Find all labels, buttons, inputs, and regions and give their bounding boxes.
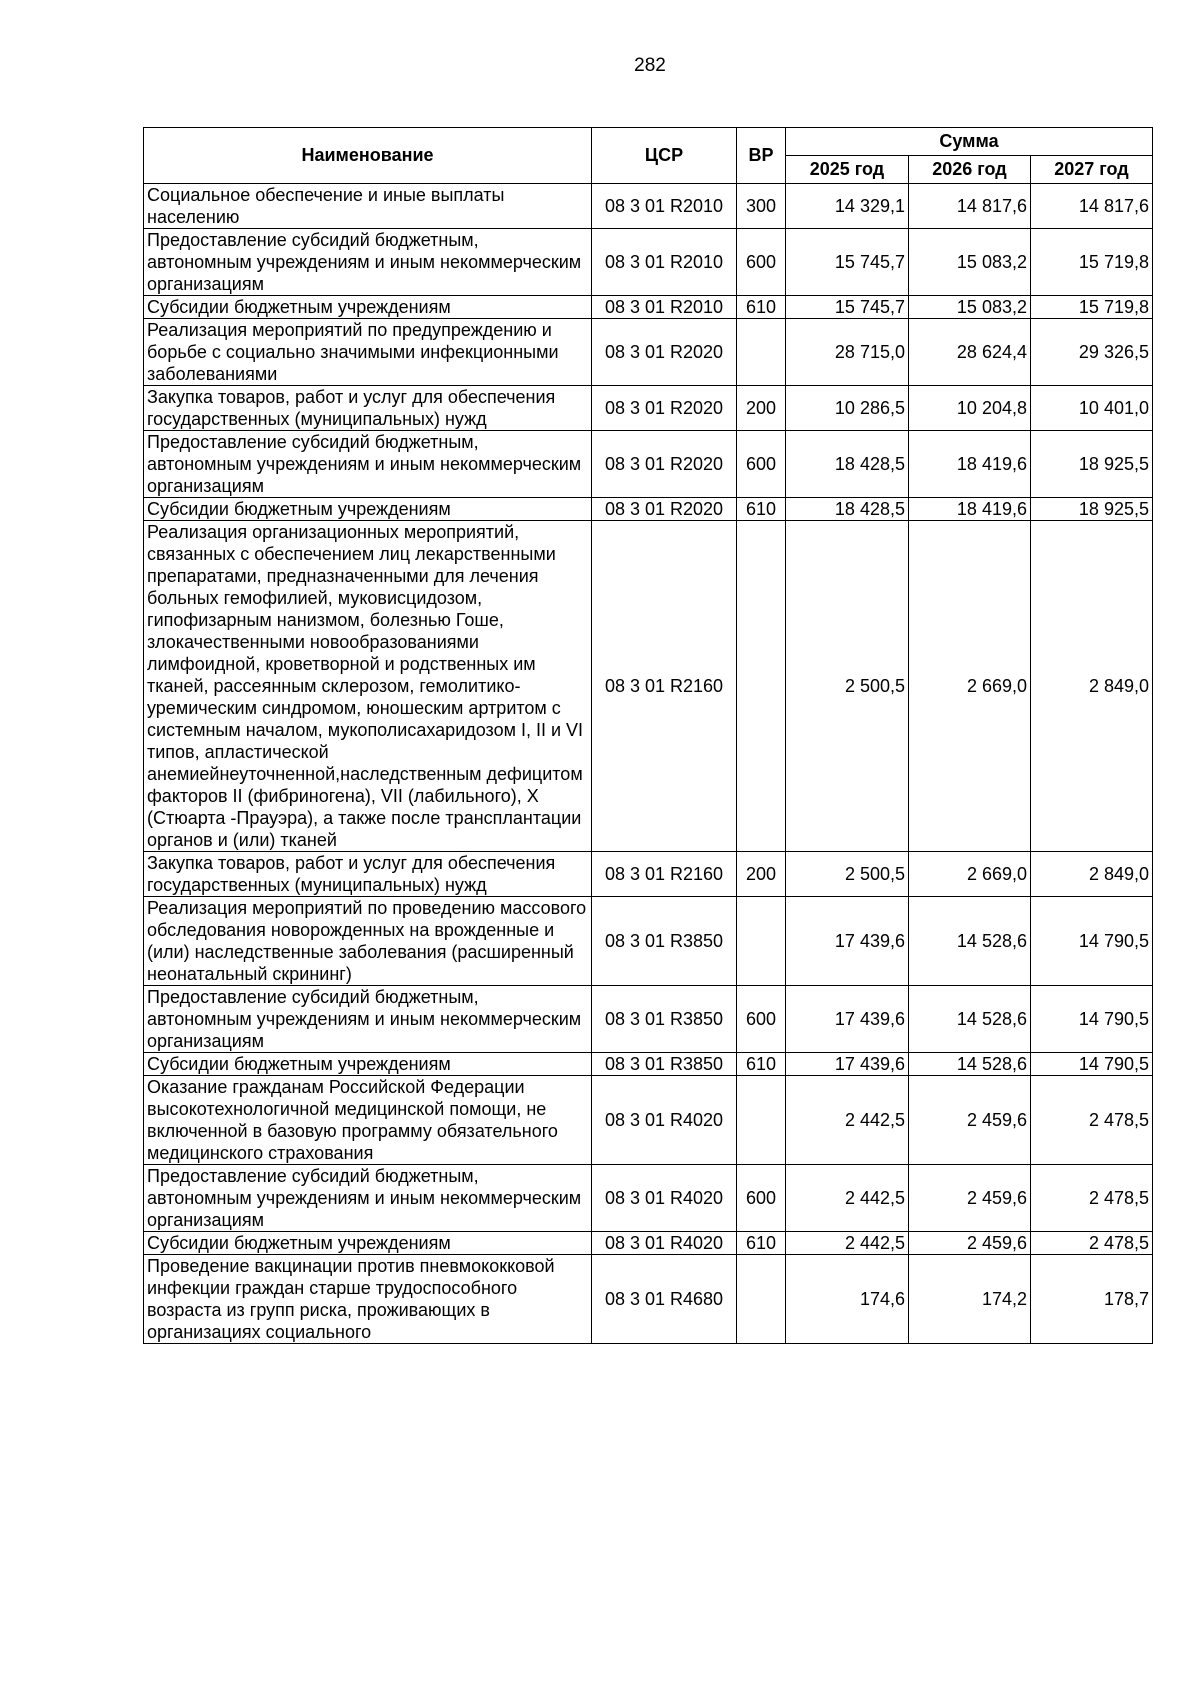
row-amount-2027-cell: 178,7 <box>1031 1255 1153 1344</box>
row-amount-2026-cell: 10 204,8 <box>909 386 1031 431</box>
row-vr-cell <box>737 897 786 986</box>
table-row <box>144 319 1153 386</box>
row-csr-cell: 08 3 01 R2160 <box>592 852 737 897</box>
row-amount-2027-cell: 14 790,5 <box>1031 1053 1153 1076</box>
row-name-cell: Реализация организационных мероприятий, связанных с обеспечением лиц лекарственными препаратами, предназначенными для лечения больных гемофилией, муковисцидозом, гипофизарным нанизмом, болезнью Гоше, злокачественными новообразованиями лимфоидной, кроветворной и родственных им тканей, рассеянным склерозом, гемолитико-уремическим синдромом, юношеским артритом с системным началом, мукополисахаридозом I, II и VI типов, апластической анемиейнеуточненной,наследственным дефицитом факторов II (фибриногена), VII (лабильного), X (Стюарта -Прауэра), а также после трансплантации органов и (или) тканей <box>144 521 592 852</box>
row-csr-cell: 08 3 01 R4020 <box>592 1232 737 1255</box>
row-csr-cell: 08 3 01 R4680 <box>592 1255 737 1344</box>
row-amount-2026-cell: 28 624,4 <box>909 319 1031 386</box>
row-amount-2026-cell: 15 083,2 <box>909 296 1031 319</box>
table-row <box>144 897 1153 986</box>
row-csr-cell: 08 3 01 R4020 <box>592 1076 737 1165</box>
row-vr-cell: 300 <box>737 184 786 229</box>
row-vr-cell: 200 <box>737 852 786 897</box>
row-csr-cell: 08 3 01 R3850 <box>592 986 737 1053</box>
row-amount-2025-cell: 2 442,5 <box>786 1165 909 1232</box>
header-name: Наименование <box>144 128 592 184</box>
row-amount-2025-cell: 28 715,0 <box>786 319 909 386</box>
row-amount-2025-cell: 2 442,5 <box>786 1076 909 1165</box>
row-csr-cell: 08 3 01 R3850 <box>592 897 737 986</box>
row-name-cell: Предоставление субсидий бюджетным, автономным учреждениям и иным некоммерческим организациям <box>144 986 592 1053</box>
header-year-2026: 2026 год <box>909 156 1031 184</box>
row-amount-2026-cell: 2 669,0 <box>909 521 1031 852</box>
row-vr-cell: 600 <box>737 986 786 1053</box>
row-amount-2026-cell: 15 083,2 <box>909 229 1031 296</box>
table-row <box>144 852 1153 897</box>
table-row <box>144 1053 1153 1076</box>
row-name-cell: Субсидии бюджетным учреждениям <box>144 1053 592 1076</box>
row-name-cell: Субсидии бюджетным учреждениям <box>144 1232 592 1255</box>
row-amount-2025-cell: 17 439,6 <box>786 986 909 1053</box>
row-amount-2026-cell: 14 528,6 <box>909 1053 1031 1076</box>
row-amount-2027-cell: 2 478,5 <box>1031 1076 1153 1165</box>
row-amount-2025-cell: 2 500,5 <box>786 852 909 897</box>
row-name-cell: Оказание гражданам Российской Федерации высокотехнологичной медицинской помощи, не включенной в базовую программу обязательного медицинского страхования <box>144 1076 592 1165</box>
row-amount-2025-cell: 18 428,5 <box>786 431 909 498</box>
row-vr-cell <box>737 521 786 852</box>
row-amount-2025-cell: 2 442,5 <box>786 1232 909 1255</box>
row-name-cell: Реализация мероприятий по проведению массового обследования новорожденных на врожденные и (или) наследственные заболевания (расширенный неонатальный скрининг) <box>144 897 592 986</box>
table-row <box>144 184 1153 229</box>
table-row <box>144 431 1153 498</box>
row-amount-2027-cell: 18 925,5 <box>1031 431 1153 498</box>
row-amount-2026-cell: 2 669,0 <box>909 852 1031 897</box>
row-name-cell: Предоставление субсидий бюджетным, автономным учреждениям и иным некоммерческим организациям <box>144 229 592 296</box>
row-amount-2025-cell: 14 329,1 <box>786 184 909 229</box>
row-csr-cell: 08 3 01 R2010 <box>592 184 737 229</box>
table-row <box>144 229 1153 296</box>
row-vr-cell <box>737 319 786 386</box>
budget-table <box>143 127 1153 1344</box>
row-amount-2027-cell: 10 401,0 <box>1031 386 1153 431</box>
header-csr: ЦСР <box>592 128 737 184</box>
row-amount-2026-cell: 2 459,6 <box>909 1232 1031 1255</box>
row-amount-2026-cell: 14 817,6 <box>909 184 1031 229</box>
table-row <box>144 498 1153 521</box>
row-csr-cell: 08 3 01 R2010 <box>592 296 737 319</box>
row-name-cell: Субсидии бюджетным учреждениям <box>144 498 592 521</box>
row-amount-2027-cell: 14 790,5 <box>1031 986 1153 1053</box>
table-row <box>144 1076 1153 1165</box>
row-amount-2027-cell: 2 849,0 <box>1031 852 1153 897</box>
row-csr-cell: 08 3 01 R2020 <box>592 386 737 431</box>
row-csr-cell: 08 3 01 R2020 <box>592 431 737 498</box>
header-year-2025: 2025 год <box>786 156 909 184</box>
row-amount-2025-cell: 2 500,5 <box>786 521 909 852</box>
row-amount-2026-cell: 174,2 <box>909 1255 1031 1344</box>
row-amount-2027-cell: 2 849,0 <box>1031 521 1153 852</box>
page-number: 282 <box>634 55 666 76</box>
row-csr-cell: 08 3 01 R2160 <box>592 521 737 852</box>
row-amount-2027-cell: 15 719,8 <box>1031 296 1153 319</box>
row-amount-2025-cell: 15 745,7 <box>786 296 909 319</box>
row-amount-2025-cell: 17 439,6 <box>786 897 909 986</box>
table-body <box>144 184 1153 1344</box>
row-name-cell: Проведение вакцинации против пневмококковой инфекции граждан старше трудоспособного возраста из групп риска, проживающих в организациях социального <box>144 1255 592 1344</box>
row-vr-cell: 600 <box>737 431 786 498</box>
row-vr-cell <box>737 1255 786 1344</box>
row-csr-cell: 08 3 01 R4020 <box>592 1165 737 1232</box>
header-sum: Сумма <box>786 128 1153 156</box>
table-row <box>144 296 1153 319</box>
row-amount-2026-cell: 18 419,6 <box>909 431 1031 498</box>
row-amount-2025-cell: 17 439,6 <box>786 1053 909 1076</box>
row-amount-2025-cell: 15 745,7 <box>786 229 909 296</box>
row-amount-2026-cell: 14 528,6 <box>909 986 1031 1053</box>
row-name-cell: Закупка товаров, работ и услуг для обеспечения государственных (муниципальных) нужд <box>144 852 592 897</box>
row-name-cell: Реализация мероприятий по предупреждению и борьбе с социально значимыми инфекционными заболеваниями <box>144 319 592 386</box>
row-amount-2027-cell: 2 478,5 <box>1031 1165 1153 1232</box>
row-name-cell: Закупка товаров, работ и услуг для обеспечения государственных (муниципальных) нужд <box>144 386 592 431</box>
row-vr-cell: 610 <box>737 498 786 521</box>
row-vr-cell: 610 <box>737 1232 786 1255</box>
row-vr-cell: 600 <box>737 229 786 296</box>
row-vr-cell: 610 <box>737 1053 786 1076</box>
row-csr-cell: 08 3 01 R3850 <box>592 1053 737 1076</box>
row-csr-cell: 08 3 01 R2020 <box>592 498 737 521</box>
row-amount-2025-cell: 10 286,5 <box>786 386 909 431</box>
row-amount-2026-cell: 2 459,6 <box>909 1076 1031 1165</box>
table-row <box>144 1165 1153 1232</box>
table-row <box>144 521 1153 852</box>
row-vr-cell: 600 <box>737 1165 786 1232</box>
row-vr-cell: 200 <box>737 386 786 431</box>
row-amount-2027-cell: 29 326,5 <box>1031 319 1153 386</box>
row-amount-2026-cell: 18 419,6 <box>909 498 1031 521</box>
row-name-cell: Предоставление субсидий бюджетным, автономным учреждениям и иным некоммерческим организациям <box>144 431 592 498</box>
header-year-2027: 2027 год <box>1031 156 1153 184</box>
row-amount-2025-cell: 18 428,5 <box>786 498 909 521</box>
row-csr-cell: 08 3 01 R2010 <box>592 229 737 296</box>
row-amount-2026-cell: 2 459,6 <box>909 1165 1031 1232</box>
row-name-cell: Субсидии бюджетным учреждениям <box>144 296 592 319</box>
row-vr-cell: 610 <box>737 296 786 319</box>
row-csr-cell: 08 3 01 R2020 <box>592 319 737 386</box>
row-name-cell: Предоставление субсидий бюджетным, автономным учреждениям и иным некоммерческим организациям <box>144 1165 592 1232</box>
row-amount-2027-cell: 18 925,5 <box>1031 498 1153 521</box>
table-row <box>144 386 1153 431</box>
row-amount-2025-cell: 174,6 <box>786 1255 909 1344</box>
table-row <box>144 1255 1153 1344</box>
row-amount-2027-cell: 14 790,5 <box>1031 897 1153 986</box>
table-row <box>144 986 1153 1053</box>
row-amount-2027-cell: 14 817,6 <box>1031 184 1153 229</box>
row-amount-2027-cell: 15 719,8 <box>1031 229 1153 296</box>
row-amount-2026-cell: 14 528,6 <box>909 897 1031 986</box>
row-name-cell: Социальное обеспечение и иные выплаты населению <box>144 184 592 229</box>
header-vr: ВР <box>737 128 786 184</box>
table-row <box>144 1232 1153 1255</box>
row-vr-cell <box>737 1076 786 1165</box>
row-amount-2027-cell: 2 478,5 <box>1031 1232 1153 1255</box>
